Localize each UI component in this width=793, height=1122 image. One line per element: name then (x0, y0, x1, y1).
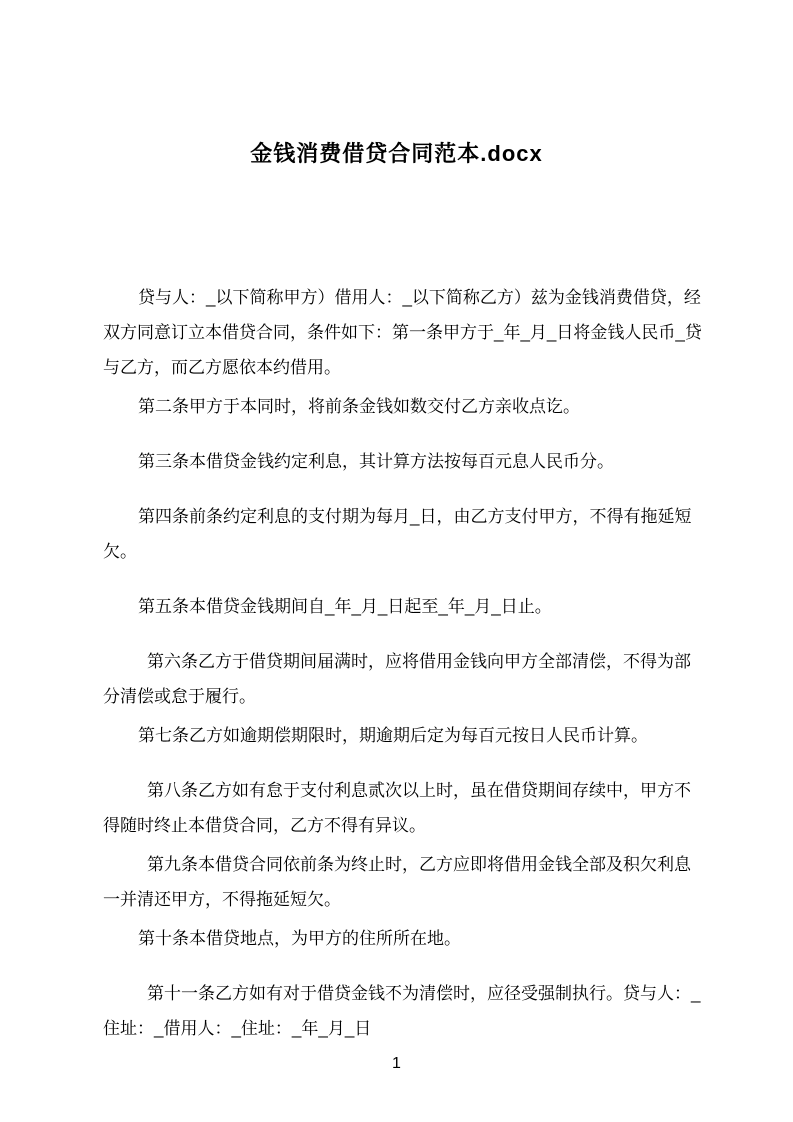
contract-paragraph-7: 第七条乙方如逾期偿期限时，期逾期后定为每百元按日人民币计算。 (138, 726, 648, 745)
contract-paragraph-10: 第十条本借贷地点，为甲方的住所所在地。 (138, 929, 461, 948)
document-title: 金钱消费借贷合同范本.docx (250, 141, 543, 166)
contract-paragraph-6: 第六条乙方于借贷期间届满时，应将借用金钱向甲方全部清偿，不得为部分清偿或怠于履行。 (103, 652, 691, 706)
contract-paragraph-2: 第二条甲方于本同时，将前条金钱如数交付乙方亲收点讫。 (138, 397, 580, 416)
document-body (103, 280, 707, 1046)
contract-paragraph-11: 第十一条乙方如有对于借贷金钱不为清偿时，应径受强制执行。贷与人：_住址：_借用人：_住址：_年_月_日 (103, 984, 701, 1038)
contract-paragraph-8: 第八条乙方如有怠于支付利息贰次以上时，虽在借贷期间存续中，甲方不得随时终止本借贷合同，乙方不得有异议。 (103, 781, 691, 835)
page-number: 1 (392, 1055, 401, 1072)
contract-paragraph-3: 第三条本借贷金钱约定利息，其计算方法按每百元息人民币分。 (138, 452, 614, 471)
contract-paragraph-1: 贷与人：_以下简称甲方）借用人：_以下简称乙方）兹为金钱消费借贷，经双方同意订立本借贷合同，条件如下：第一条甲方于_年_月_日将金钱人民币_贷与乙方，而乙方愿依本约借用。 (103, 288, 702, 377)
contract-paragraph-4: 第四条前条约定利息的支付期为每月_日，由乙方支付甲方，不得有拖延短欠。 (103, 507, 692, 561)
contract-paragraph-5: 第五条本借贷金钱期间自_年_月_日起至_年_月_日止。 (138, 597, 552, 616)
contract-paragraph-9: 第九条本借贷合同依前条为终止时，乙方应即将借用金钱全部及积欠利息一并清还甲方，不得拖延短欠。 (103, 855, 691, 909)
